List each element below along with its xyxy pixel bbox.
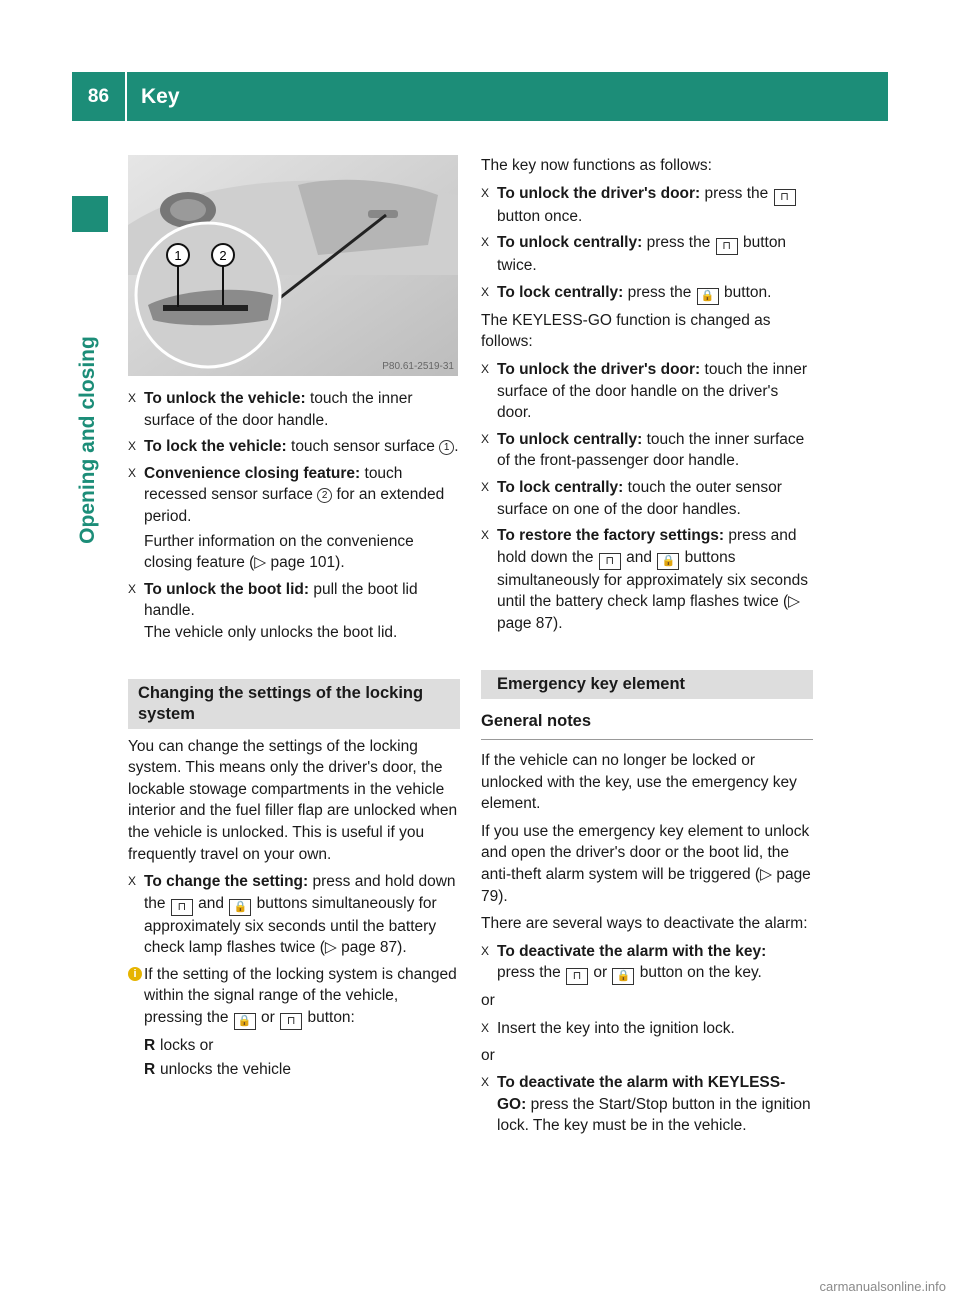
header-divider: [125, 72, 127, 121]
step-arrow-icon: X: [128, 391, 137, 405]
step-keyless-lock-central: [481, 477, 813, 520]
info-note: [128, 964, 460, 1030]
callout-1-icon: 1: [439, 440, 454, 455]
emergency-para-1: If the vehicle can no longer be locked or unlocked with the key, use the emergency key element.: [481, 752, 797, 813]
header-bar: [72, 72, 888, 121]
bullet-icon: R: [144, 1037, 156, 1055]
chapter-title: Key: [141, 85, 180, 108]
figure-code: P80.61-2519-31: [382, 361, 454, 372]
footer-watermark: carmanualsonline.info: [819, 1279, 946, 1294]
bullet-item: [144, 1035, 460, 1057]
step-title: To unlock the boot lid:: [144, 580, 310, 598]
callout-2-icon: 2: [317, 488, 332, 503]
step-arrow-icon: X: [128, 439, 137, 454]
step-title: To unlock the driver's door:: [497, 184, 701, 202]
step-text: touch recessed sensor surface: [144, 464, 403, 504]
side-chapter-label: Opening and closing: [76, 336, 99, 544]
step-arrow-icon: X: [481, 361, 490, 376]
step-key-lock-central: [481, 282, 813, 305]
step-key-unlock-central: [481, 232, 813, 277]
step-unlock-vehicle: [128, 388, 460, 431]
step-arrow-icon: X: [481, 185, 490, 200]
subheading-general-notes: General notes: [481, 706, 813, 741]
step-text: button twice.: [497, 234, 787, 275]
step-title: To lock centrally:: [497, 478, 624, 496]
step-text: pull the boot lid handle.: [144, 580, 418, 620]
step-arrow-icon: X: [481, 284, 490, 299]
key-functions-intro: The key now functions as follows:: [481, 157, 712, 174]
step-key-unlock-driver: [481, 183, 813, 228]
lock-button-icon: 🔒: [657, 553, 679, 570]
step-text: press and hold down the: [144, 873, 456, 912]
info-text: If the setting of the locking system is changed within the signal range of the vehicle, pressing the: [144, 965, 457, 1027]
step-insert-key: [481, 1018, 813, 1040]
section-title-emergency-key: Emergency key element: [481, 670, 813, 699]
bullet-icon: R: [144, 1060, 156, 1078]
emergency-para-3: There are several ways to deactivate the alarm:: [481, 915, 808, 933]
unlock-button-icon: ⊓: [280, 1013, 302, 1030]
step-arrow-icon: X: [128, 874, 137, 889]
unlock-button-icon: ⊓: [566, 968, 588, 985]
side-tab-marker: [72, 196, 108, 232]
step-deactivate-alarm-key: [481, 941, 813, 986]
step-text: buttons simultaneously for approximately six seconds until the battery check lamp flashes twice (▷ page 87).: [497, 548, 808, 632]
step-title: To unlock the driver's door:: [497, 360, 701, 378]
step-text: Insert the key into the ignition lock.: [497, 1020, 735, 1038]
step-text: touch the inner surface of the front-passenger door handle.: [497, 430, 805, 470]
callout-1: 1: [174, 248, 182, 263]
step-title: To deactivate the alarm with KEYLESS-GO:: [497, 1074, 786, 1113]
step-text: button.: [719, 283, 772, 301]
step-arrow-icon: X: [481, 235, 490, 250]
step-text: or: [589, 964, 612, 982]
page-number: 86: [87, 85, 110, 107]
lock-button-icon: 🔒: [234, 1013, 256, 1030]
step-arrow-icon: X: [128, 581, 137, 596]
step-arrow-icon: X: [481, 528, 490, 543]
or-separator: or: [481, 1046, 495, 1064]
step-restore-factory: [481, 525, 813, 634]
step-text: touch the outer sensor surface on one of the door handles.: [497, 478, 782, 518]
convenience-note: Further information on the convenience closing feature (▷ page 101).: [144, 532, 414, 572]
door-handle-figure: [128, 155, 458, 376]
keyless-intro: The KEYLESS-GO function is changed as follows:: [481, 311, 771, 351]
callout-2: 2: [219, 248, 227, 263]
step-title: To unlock the vehicle:: [144, 390, 306, 407]
step-title: To lock the vehicle:: [144, 438, 287, 456]
step-title: Convenience closing feature:: [144, 464, 361, 482]
step-title: To unlock centrally:: [497, 234, 643, 252]
or-separator: or: [481, 992, 495, 1010]
step-text: press the: [497, 964, 566, 982]
step-title: To unlock centrally:: [497, 430, 643, 448]
right-column: [481, 155, 813, 1142]
step-text: press the: [700, 184, 773, 202]
step-text: press the: [642, 234, 715, 252]
step-convenience-closing: [128, 463, 460, 574]
unlock-button-icon: ⊓: [599, 553, 621, 570]
step-text: touch the inner surface of the door handle on the driver's door.: [497, 360, 808, 422]
boot-note: The vehicle only unlocks the boot lid.: [144, 623, 398, 641]
step-arrow-icon: X: [128, 465, 137, 480]
unlock-button-icon: ⊓: [716, 238, 738, 255]
step-text: and: [621, 548, 657, 566]
bullet-text: locks or: [160, 1037, 214, 1055]
left-column: [128, 388, 460, 1082]
step-text: press the: [623, 283, 696, 301]
step-text: and: [193, 894, 229, 912]
info-text: button:: [303, 1009, 355, 1027]
section-title-locking-settings: Changing the settings of the locking system: [128, 679, 460, 729]
bullet-text: unlocks the vehicle: [160, 1060, 291, 1078]
step-text: touch the inner surface of the door handle.: [144, 390, 413, 429]
step-text: buttons simultaneously for approximately six seconds until the battery check lamp flashes twice (▷ page 87).: [144, 894, 437, 957]
step-title: To change the setting:: [144, 873, 309, 891]
lock-button-icon: 🔒: [697, 288, 719, 305]
step-arrow-icon: X: [481, 1021, 490, 1036]
step-arrow-icon: X: [481, 479, 490, 494]
step-deactivate-alarm-keyless: [481, 1072, 813, 1137]
unlock-button-icon: ⊓: [774, 189, 796, 206]
info-text: or: [256, 1009, 280, 1027]
step-arrow-icon: X: [481, 1075, 490, 1090]
step-text: press and hold down the: [497, 527, 797, 566]
step-keyless-unlock-central: [481, 429, 813, 472]
locking-intro: You can change the settings of the locking system. This means only the driver's door, the lockable stowage compartments in the vehicle interior and the fuel filler flap are unlocked when the vehicle is unlocked. This is useful if you frequently travel on your own.: [128, 737, 458, 863]
step-text: touch sensor surface: [286, 438, 440, 456]
step-title: To restore the factory settings:: [497, 527, 725, 545]
step-text: press the Start/Stop button in the ignition lock. The key must be in the vehicle.: [497, 1095, 811, 1135]
step-title: To deactivate the alarm with the key:: [497, 942, 767, 960]
lock-button-icon: 🔒: [612, 968, 634, 985]
step-text-end: for an extended period.: [144, 486, 445, 525]
step-text: button on the key.: [635, 964, 762, 982]
step-text: button once.: [497, 207, 583, 225]
step-keyless-unlock-driver: [481, 359, 813, 424]
emergency-para-2: If you use the emergency key element to unlock and open the driver's door or the boot lid, the anti-theft alarm system will be triggered (▷ page 79).: [481, 822, 811, 905]
step-change-setting: [128, 871, 460, 959]
car-illustration: [128, 155, 458, 376]
bullet-item: [144, 1059, 460, 1081]
step-arrow-icon: X: [481, 943, 490, 958]
info-icon: i: [128, 967, 142, 981]
step-lock-vehicle: [128, 436, 460, 458]
step-arrow-icon: X: [481, 431, 490, 446]
step-unlock-boot: [128, 579, 460, 644]
step-title: To lock centrally:: [497, 283, 624, 301]
unlock-button-icon: ⊓: [171, 899, 193, 916]
step-text-end: .: [454, 438, 459, 456]
lock-button-icon: 🔒: [229, 899, 251, 916]
